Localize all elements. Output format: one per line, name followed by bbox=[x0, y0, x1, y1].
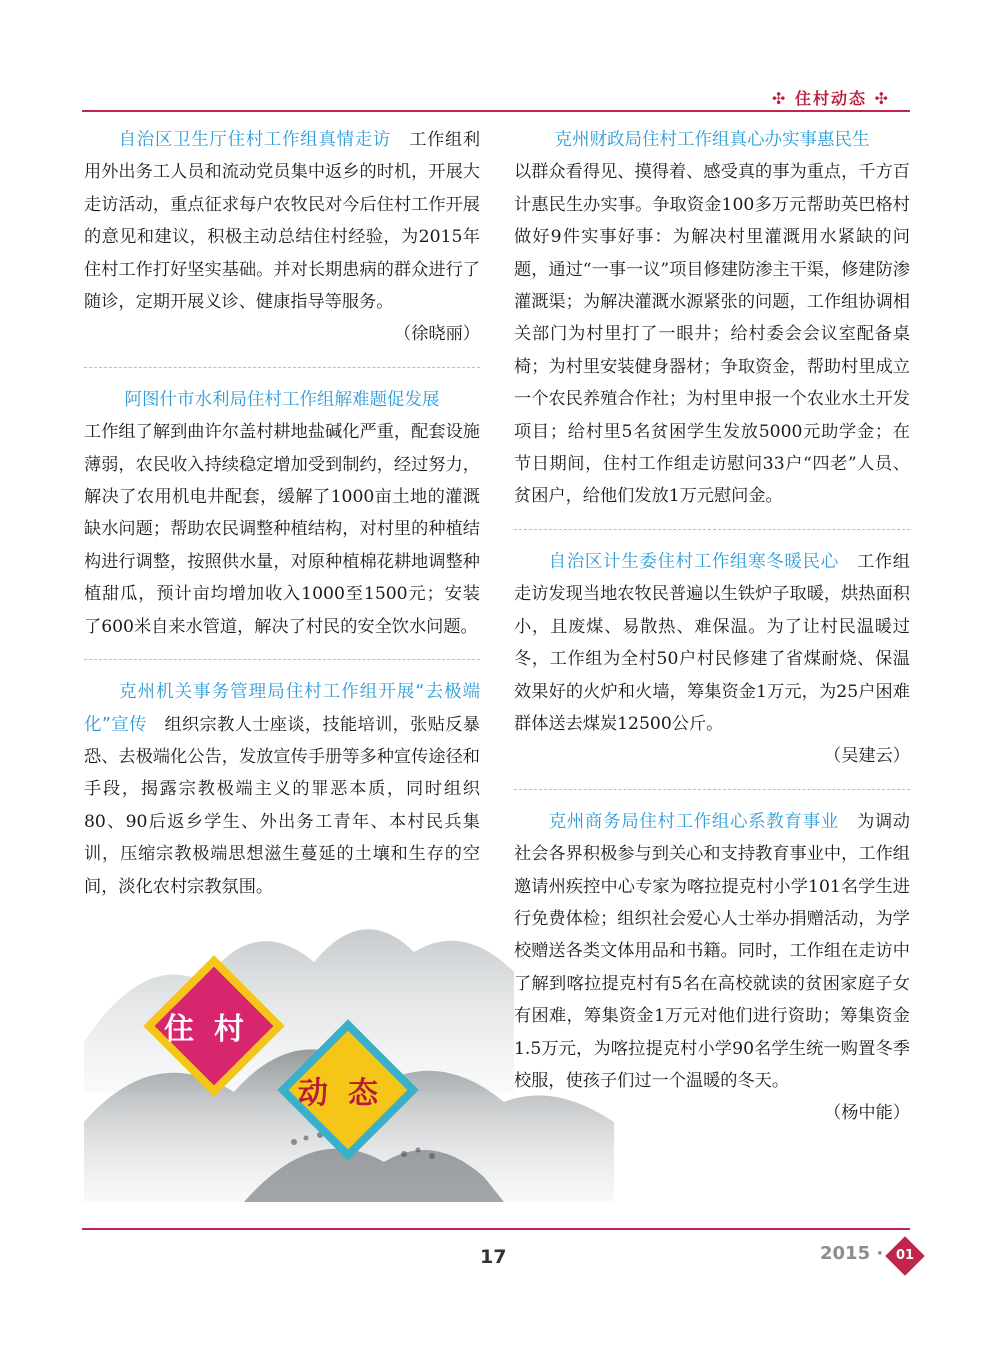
article-health-dept bbox=[84, 124, 480, 351]
article-title: 自治区计生委住村工作组寒冬暖民心 bbox=[548, 551, 839, 572]
article-family-planning bbox=[514, 546, 910, 773]
article-water-bureau bbox=[84, 384, 480, 643]
dashed-separator bbox=[514, 789, 910, 790]
article-body: 工作组利用外出务工人员和流动党员集中返乡的时机，开展大走访活动，重点征求每户农牧民对今后住村工作开展的意见和建议，积极主动总结住村经验，为2015年住村工作打好坚实基础。并对长期患病的群众进行了随诊，定期开展义诊、健康指导等服务。 bbox=[84, 130, 481, 313]
issue-year: 2015 · bbox=[820, 1243, 884, 1264]
article-author: （徐晓丽） bbox=[394, 324, 480, 345]
label-text-b: 动态 bbox=[298, 1076, 398, 1111]
article-body: 工作组了解到曲许尔盖村耕地盐碱化严重，配套设施薄弱，农民收入持续稳定增加受到制约，经过努力，解决了农用机电井配套，缓解了1000亩土地的灌溉缺水问题；帮助农民调整种植结构，对村里的种植结构进行调整，按照供水量，对原种植棉花耕地调整种植甜瓜，预计亩均增加收入1000至1500元；安装了600米自来水管道，解决了村民的安全饮水问题。 bbox=[84, 422, 480, 637]
label-text-a: 住村 bbox=[164, 1012, 264, 1047]
dashed-separator bbox=[514, 529, 910, 530]
article-title: 克州商务局住村工作组心系教育事业 bbox=[548, 811, 839, 832]
left-column bbox=[84, 124, 480, 903]
article-body: 组织宗教人士座谈，技能培训，张贴反暴恐、去极端化公告，发放宣传手册等多种宣传途径和手段，揭露宗教极端主义的罪恶本质，同时组织80、90后返乡学生、外出务工青年、本村民兵集训，压缩宗教极端思想滋生蔓延的土壤和生存的空间，淡化农村宗教氛围。 bbox=[84, 714, 480, 897]
article-title: 克州财政局住村工作组真心办实事惠民生 bbox=[554, 130, 870, 150]
page-number: 17 bbox=[480, 1246, 507, 1268]
article-body: 以群众看得见、摸得着、感受真的事为重点，千方百计惠民生办实事。争取资金100多万元帮助英巴格村做好9件实事好事：为解决村里灌溉用水紧缺的问题，通过“一事一议”项目修建防渗主干渠，修建防渗灌溉渠；为解决灌溉水源紧张的问题，工作组协调相关部门为村里打了一眼井；给村委会会议室配备桌椅；为村里安装健身器材；争取资金，帮助村里成立一个农民养殖合作社；为村里申报一个农业水土开发项目；给村里5名贫困学生发放5000元助学金；在节日期间，住村工作组走访慰问33户“四老”人员、贫困户，给他们发放1万元慰问金。 bbox=[514, 162, 910, 507]
dashed-separator bbox=[84, 659, 480, 660]
section-header: ✣ 住村动态 ✣ bbox=[772, 89, 890, 108]
article-title: 克州机关事务管理局住村工作组开展“去极端化”宣传 bbox=[84, 682, 480, 735]
mountain-illustration bbox=[84, 892, 614, 1202]
article-admin-bureau bbox=[84, 676, 480, 903]
issue-badge bbox=[885, 1236, 925, 1276]
article-title: 自治区卫生厅住村工作组真情走访 bbox=[118, 130, 391, 150]
article-body: 为调动社会各界积极参与到关心和支持教育事业中，工作组邀请州疾控中心专家为喀拉提克村小学101名学生进行免费体检；组织社会爱心人士举办捐赠活动，为学校赠送各类文体用品和书籍。同时，工作组在走访中了解到喀拉提克村有5名在高校就读的贫困家庭子女有困难，筹集资金1万元对他们进行资助；筹集资金1.5万元，为喀拉提克村小学90名学生统一购置冬季校服，使孩子们过一个温暖的冬天。 bbox=[514, 811, 910, 1091]
article-author: （杨中能） bbox=[824, 1103, 910, 1124]
header-rule bbox=[82, 110, 910, 112]
dashed-separator bbox=[84, 367, 480, 368]
article-body: 工作组走访发现当地农牧民普遍以生铁炉子取暖，烘热面积小，且废煤、易散热、难保温。为了让村民温暖过冬，工作组为全村50户村民修建了省煤耐烧、保温效果好的火炉和火墙，筹集资金1万元，为25户困难群体送去煤炭12500公斤。 bbox=[514, 551, 910, 734]
article-title: 阿图什市水利局住村工作组解难题促发展 bbox=[124, 389, 440, 410]
issue-info bbox=[820, 1242, 919, 1270]
article-author: （吴建云） bbox=[824, 746, 910, 767]
issue-number: 01 bbox=[896, 1248, 915, 1263]
label-diamond-b bbox=[277, 1019, 418, 1160]
label-diamond-a bbox=[143, 955, 284, 1096]
footer-rule bbox=[82, 1228, 910, 1230]
article-finance-bureau bbox=[514, 124, 910, 513]
